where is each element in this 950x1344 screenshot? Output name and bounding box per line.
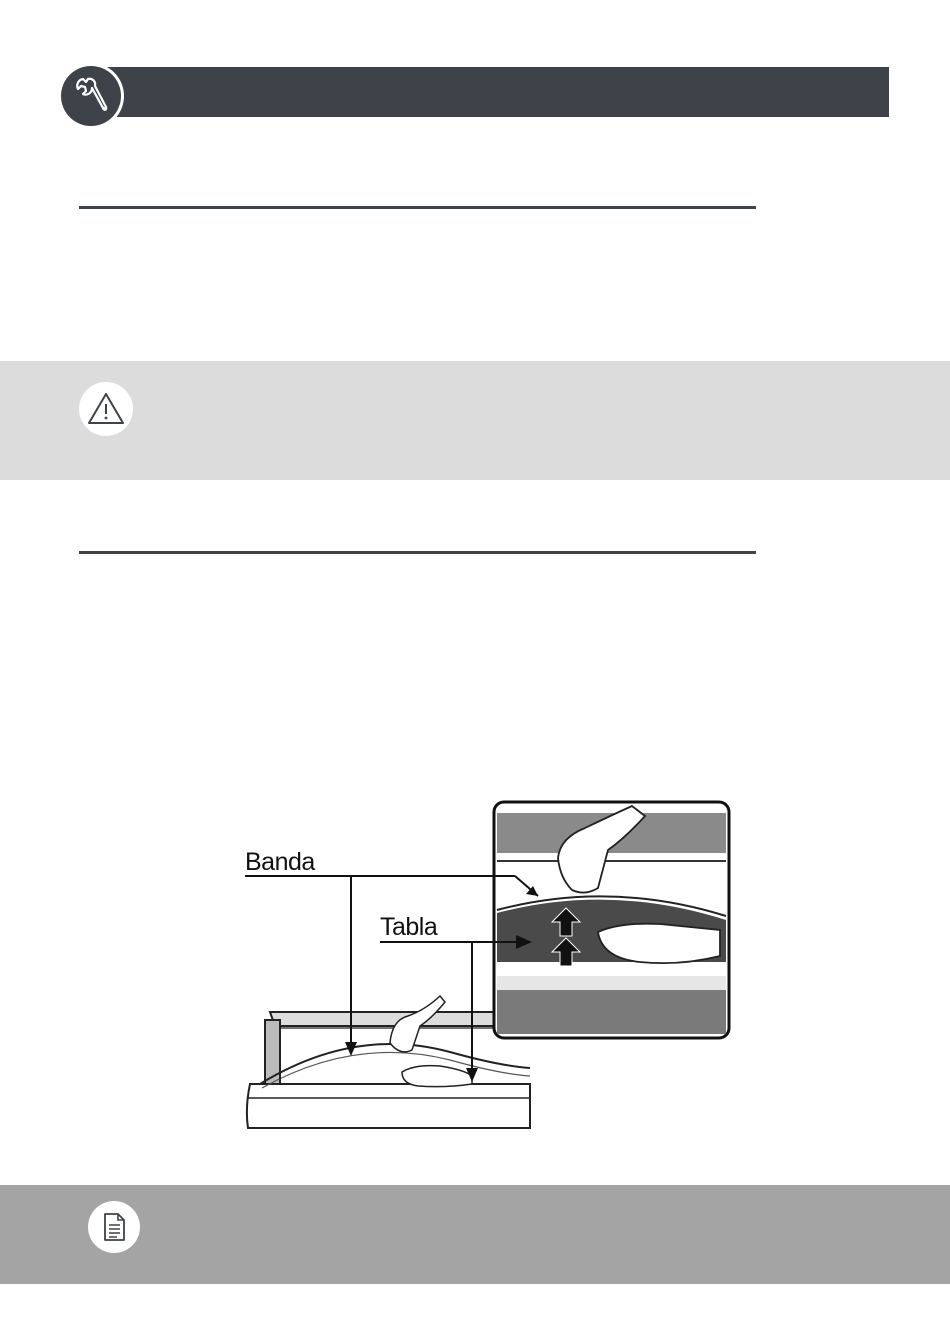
warning-triangle-icon [79, 382, 133, 436]
document-icon [88, 1201, 140, 1253]
inset-detail [494, 802, 729, 1038]
note-callout [0, 1185, 950, 1284]
section-divider [79, 206, 756, 209]
warning-callout [0, 361, 950, 480]
section-divider [79, 551, 756, 554]
belt-label: Banda [245, 848, 315, 876]
treadmill-illustration [247, 996, 530, 1128]
wrench-icon [61, 66, 121, 126]
treadmill-belt-figure [240, 798, 735, 1138]
deck-label: Tabla [380, 913, 438, 941]
section-header-bar [96, 67, 889, 117]
